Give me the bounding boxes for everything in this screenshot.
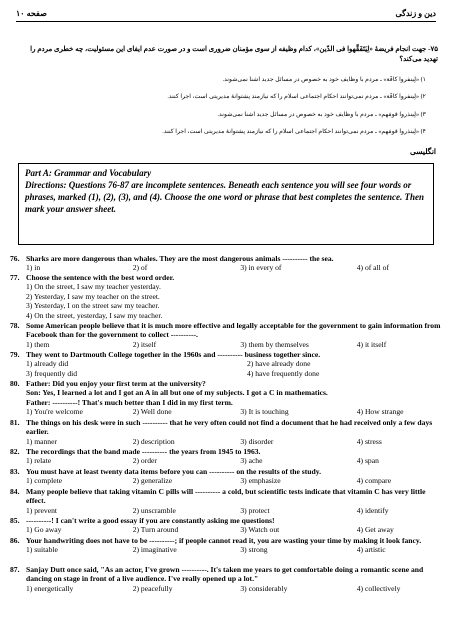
option-1[interactable]: 1) suitable (26, 545, 58, 555)
q75-option-1[interactable]: ۱) «لِینفروا کافَّة» ـ مردم با وظایف خود به خصوص در مسائل جدید آشنا نمی‌شوند. (222, 76, 426, 83)
option-2[interactable]: 2) itself (132, 339, 157, 349)
question-stem: Sharks are more dangerous than whales. They are the most dangerous animals ---------- the sea. (26, 254, 334, 263)
option-4[interactable]: 4) artistic (356, 545, 386, 555)
question-stem-line-2: Son: Yes, I learned a lot and I got an A in all but one of my subjects. I got a C in mathematics. (26, 388, 328, 398)
question-stem: Your handwriting does not have to be ----------; if people cannot read it, you are wasting your time by making it look fancy. (26, 536, 422, 545)
subject-title: دین و زندگی (395, 9, 436, 18)
options-row (26, 407, 444, 416)
option-2[interactable]: 2) unscramble (132, 505, 176, 515)
question-stem: The recordings that the band made ---------- the years from 1945 to 1963. (26, 447, 261, 456)
option-2[interactable]: 2) generalize (132, 476, 173, 486)
option-1[interactable]: 1) You're welcome (26, 407, 83, 417)
option-1[interactable]: 1) them (26, 339, 50, 349)
options-row (26, 506, 444, 515)
question-number: 80. (10, 379, 20, 388)
option-3[interactable]: 3) considerably (240, 583, 288, 593)
option-4[interactable]: 4) Get away (356, 525, 394, 535)
options-row (26, 584, 444, 593)
option-3[interactable]: 3) It is touching (240, 407, 289, 417)
options-row (26, 359, 444, 368)
options-row (26, 456, 444, 465)
options-row (26, 545, 444, 554)
part-a-directions-box (18, 163, 434, 245)
question-stem: جهت انجام فریضهٔ «لِیَتَفَقَّهوا فی الدّین»، کدام وظیفه از سوی مؤمنان ضروری است و در صورت عدم ایفای این مسئولیت، چه خطری مردم را تهدید می‌کند؟ (30, 45, 438, 63)
option-4[interactable]: 4) identify (356, 505, 389, 515)
option-1[interactable]: 1) Go away (26, 525, 62, 535)
option-4[interactable]: 4) compare (356, 476, 392, 486)
question-stem: You must have at least twenty data items before you can ---------- on the results of the study. (26, 467, 322, 476)
options-list (26, 282, 444, 320)
option-2[interactable]: 2) order (132, 456, 157, 466)
question-85 (10, 516, 444, 535)
options-row (26, 369, 444, 378)
option-4[interactable]: 4) span (356, 456, 379, 466)
question-87 (10, 565, 444, 593)
question-number: 84. (10, 487, 20, 496)
option-1[interactable]: 1) already did (26, 359, 69, 369)
q75-option-4[interactable]: ۴) «لِینذروا قومَهم» ـ مردم نمی‌توانند احکام اجتماعی اسلام را که نیازمند پشتوانهٔ مدیریتی است، اجرا کنند. (162, 128, 426, 135)
options-row (26, 525, 444, 534)
option-4[interactable]: 4) On the street, yesterday, I saw my teacher. (26, 310, 163, 320)
question-stem: Some American people believe that it is much more effective and legally acceptable for the government to gain information from Facebook than for the government to collect ----------. (26, 321, 441, 340)
question-78 (10, 321, 444, 349)
option-3[interactable]: 3) frequently did (26, 368, 78, 378)
question-80 (10, 379, 444, 417)
options-row (26, 476, 444, 485)
option-4[interactable]: 4) of all of (356, 263, 389, 273)
question-stem: The things on his desk were in such ---------- that he very often could not find a document that he had received only a few days earlier. (26, 418, 433, 437)
option-1[interactable]: 1) On the street, I saw my teacher yesterday. (26, 282, 161, 292)
option-3[interactable]: 3) in every of (240, 263, 282, 273)
header-divider (16, 21, 436, 22)
question-number: 87. (10, 565, 20, 574)
options-row (26, 263, 444, 272)
q75-option-3[interactable]: ۳) «لِینذروا قومَهم» ـ مردم با وظایف خود به خصوص در مسائل جدید آشنا نمی‌شوند. (217, 111, 426, 118)
question-stem: ----------! I can't write a good essay if you are constantly asking me questions! (26, 516, 275, 525)
q75-option-2[interactable]: ۲) «لِینفروا کافَّة» ـ مردم نمی‌توانند احکام اجتماعی اسلام را که نیازمند پشتوانهٔ مدیریتی است، اجرا کنند. (167, 93, 426, 100)
option-3[interactable]: 3) emphasize (240, 476, 281, 486)
option-2[interactable]: 2) of (132, 263, 148, 273)
question-stem: They went to Dartmouth College together in the 1960s and ---------- business together since. (26, 350, 321, 359)
question-stem: Choose the sentence with the best word order. (26, 273, 175, 282)
option-4[interactable]: 4) collectively (356, 583, 401, 593)
section-title-english: انگلیسی (409, 147, 436, 156)
question-75 (14, 44, 438, 64)
question-76 (10, 254, 444, 273)
options-row (26, 437, 444, 446)
question-number: 77. (10, 273, 20, 282)
question-stem: Father: Did you enjoy your first term at the university? (26, 379, 206, 388)
options-row (26, 340, 444, 349)
option-3[interactable]: 3) Watch out (240, 525, 280, 535)
option-2[interactable]: 2) imaginative (132, 545, 177, 555)
option-4[interactable]: 4) it itself (356, 339, 387, 349)
question-stem: Many people believe that taking vitamin C pills will ---------- a cold, but scientific tests indicate that vitamin C has very little effect. (26, 487, 426, 506)
option-1[interactable]: 1) relate (26, 456, 52, 466)
question-84 (10, 487, 444, 515)
question-82 (10, 447, 444, 466)
option-3[interactable]: 3) strong (240, 545, 268, 555)
option-1[interactable]: 1) in (26, 263, 41, 273)
option-2[interactable]: 2) Yesterday, I saw my teacher on the street. (26, 291, 160, 301)
option-2[interactable]: 2) peacefully (132, 583, 173, 593)
option-3[interactable]: 3) protect (240, 505, 270, 515)
option-3[interactable]: 3) ache (240, 456, 263, 466)
question-stem: Sanjay Dutt once said, "As an actor, I've grown ----------. It's taken me years to get comfortable doing a romantic scene and dancing on stage in front of a live audience. I've really opened up a lot." (26, 565, 424, 584)
page-number: صفحه ۱۰ (16, 9, 47, 18)
option-4[interactable]: 4) have frequently done (247, 368, 320, 378)
part-a-title: Part A: Grammar and Vocabulary (25, 168, 152, 178)
question-number: 76. (10, 254, 20, 263)
question-81 (10, 418, 444, 446)
option-1[interactable]: 1) complete (26, 476, 63, 486)
question-number: 85. (10, 516, 20, 525)
option-4[interactable]: 4) stress (356, 436, 382, 446)
option-4[interactable]: 4) How strange (356, 407, 404, 417)
option-2[interactable]: 2) description (132, 436, 175, 446)
question-79 (10, 350, 444, 378)
option-1[interactable]: 1) prevent (26, 505, 57, 515)
question-number: 83. (10, 467, 20, 476)
question-number: 78. (10, 321, 20, 330)
question-number: 82. (10, 447, 20, 456)
question-number: 79. (10, 350, 20, 359)
question-number: 81. (10, 418, 20, 427)
question-83 (10, 467, 444, 486)
option-2[interactable]: 2) Well done (132, 407, 172, 417)
option-1[interactable]: 1) energetically (26, 583, 74, 593)
part-a-directions: Directions: Questions 76-87 are incomplete sentences. Beneath each sentence you will see four words or phrases, marked (1), (2), (3), and (4). Choose the one word or phrase that best completes the sentence. Then mark your answer sheet. (25, 180, 424, 214)
option-2[interactable]: 2) Turn around (132, 525, 179, 535)
question-stem-line-3: Father: ----------! That's much better than I did in my first term. (26, 397, 233, 407)
option-3[interactable]: 3) Yesterday, I on the street saw my teacher. (26, 301, 160, 311)
option-3[interactable]: 3) them by themselves (240, 339, 309, 349)
question-86 (10, 536, 444, 555)
question-77 (10, 273, 444, 320)
option-1[interactable]: 1) manner (26, 436, 57, 446)
option-3[interactable]: 3) disorder (240, 436, 274, 446)
option-2[interactable]: 2) have already done (247, 359, 311, 369)
question-number: 86. (10, 536, 20, 545)
question-number: ۷۵- (428, 45, 438, 53)
